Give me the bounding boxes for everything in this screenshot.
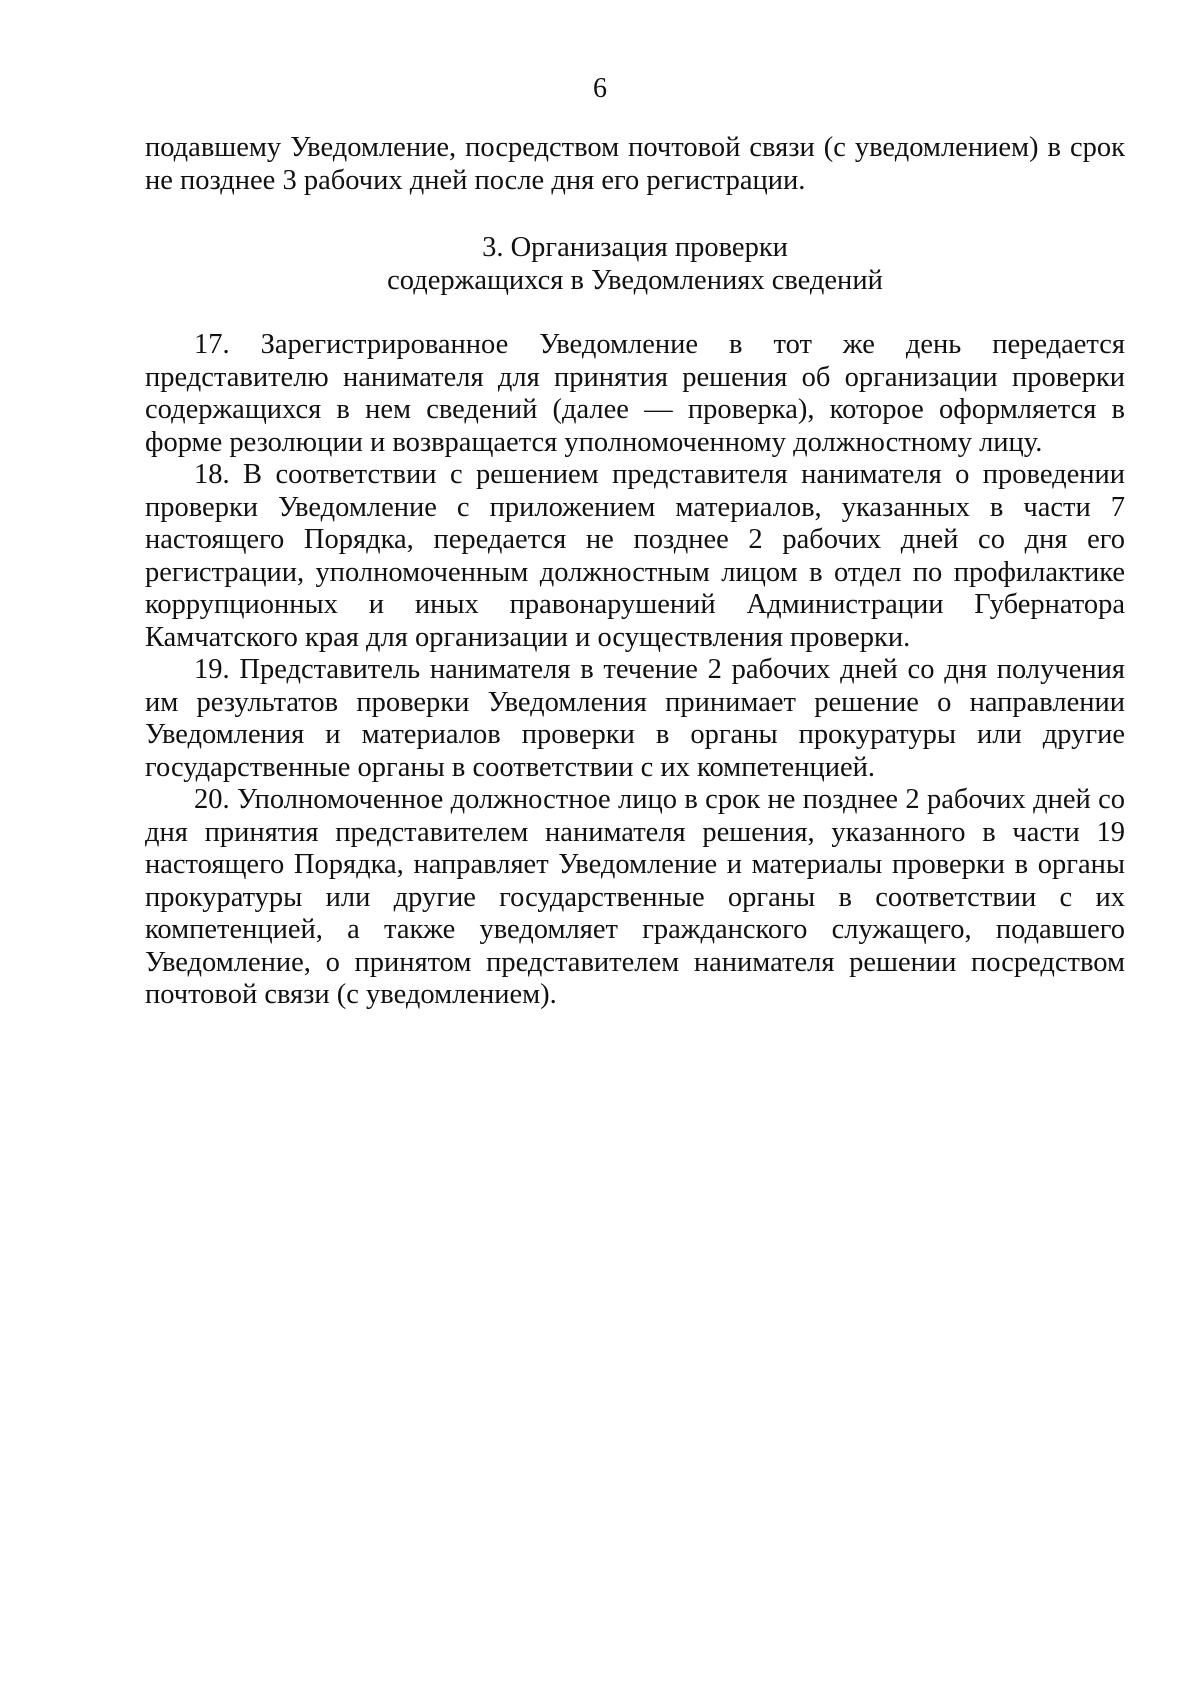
- section-heading-line-1: 3. Организация проверки: [482, 232, 788, 263]
- paragraph-20: 20. Уполномоченное должностное лицо в срок не позднее 2 рабочих дней со дня принятия представителем нанимателя решения, указанного в части 19 настоящего Порядка, направляет Уведомление и материалы проверки в органы прокуратуры или другие государственные органы в соответствии с их компетенцией, а также уведомляет гражданского служащего, подавшего Уведомление, о принятом представителем нанимателя решении посредством почтовой связи (с уведомлением).: [145, 784, 1125, 1010]
- paragraph-19: 19. Представитель нанимателя в течение 2 рабочих дней со дня получения им результатов проверки Уведомления принимает решение о направлении Уведомления и материалов проверки в органы прокуратуры или другие государственные органы в соответствии с их компетенцией.: [145, 654, 1125, 783]
- section-heading-line-2: содержащихся в Уведомлениях сведений: [387, 264, 883, 296]
- section-body: [145, 329, 1125, 1012]
- paragraph-18: 18. В соответствии с решением представителя нанимателя о проведении проверки Уведомление с приложением материалов, указанных в части 7 настоящего Порядка, передается не позднее 2 рабочих дней со дня его регистрации, уполномоченным должностным лицом в отдел по профилактике коррупционных и иных правонарушений Администрации Губернатора Камчатского края для организации и осуществления проверки.: [145, 459, 1125, 653]
- paragraph-17: 17. Зарегистрированное Уведомление в тот же день передается представителю нанимателя для принятия решения об организации проверки содержащихся в нем сведений (далее — проверка), которое оформляется в форме резолюции и возвращается уполномоченному должностному лицу.: [145, 329, 1125, 458]
- section-heading: [145, 232, 1125, 297]
- intro-paragraph: подавшему Уведомление, посредством почтовой связи (с уведомлением) в срок не позднее 3 рабочих дней после дня его регистрации.: [145, 132, 1125, 196]
- page-number: 6: [593, 73, 607, 104]
- intro-block: [145, 132, 1125, 197]
